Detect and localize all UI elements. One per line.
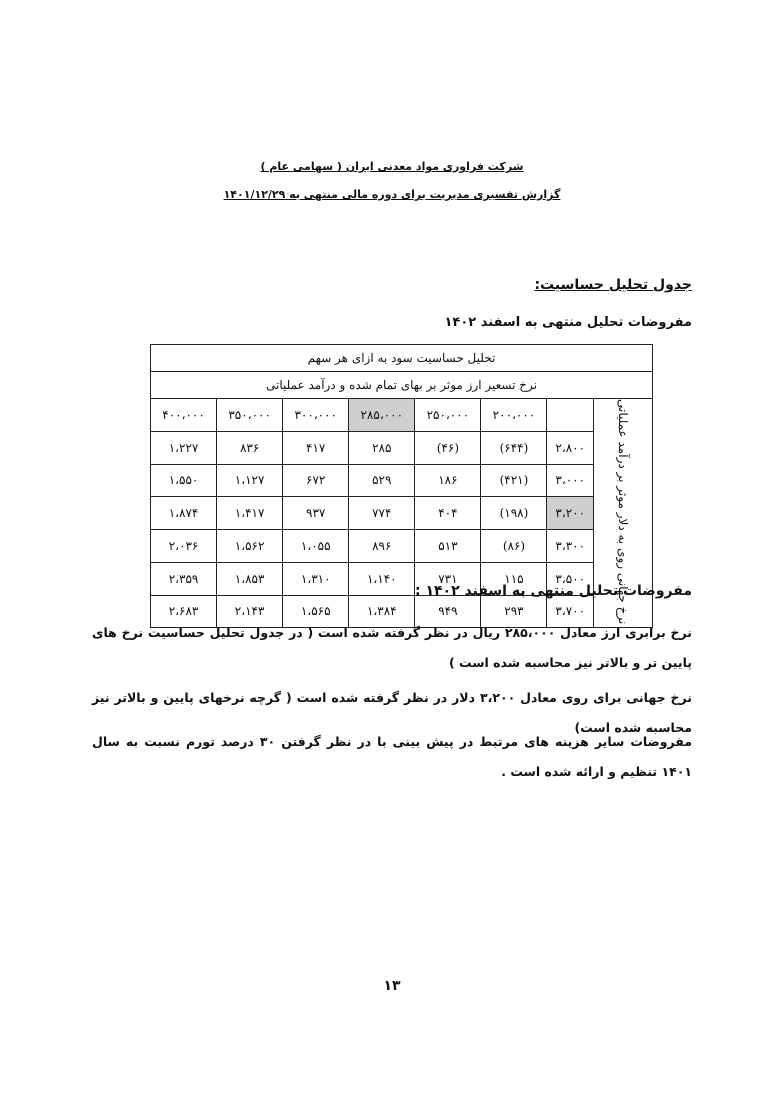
- table-cell: ۵۱۳: [415, 530, 481, 563]
- table-cell: ۱،۸۵۳: [217, 562, 283, 595]
- row-header: ۳،۳۰۰: [547, 530, 594, 563]
- column-header: ۲۵۰،۰۰۰: [415, 399, 481, 432]
- row-header: ۲،۸۰۰: [547, 431, 594, 464]
- table-row: [151, 464, 653, 497]
- table-cell: ۸۳۶: [217, 431, 283, 464]
- table-cell: ۲،۶۸۳: [151, 595, 217, 628]
- section-title: جدول تحلیل حساسیت:: [534, 277, 692, 293]
- table-cell: ۴۱۷: [283, 431, 349, 464]
- row-header-highlighted: ۳،۲۰۰: [547, 497, 594, 530]
- column-header: ۴۰۰،۰۰۰: [151, 399, 217, 432]
- table-cell: ۴۰۴: [415, 497, 481, 530]
- table-cell: (۴۲۱): [481, 464, 547, 497]
- table-cell: ۶۷۲: [283, 464, 349, 497]
- row-header: ۳،۰۰۰: [547, 464, 594, 497]
- table-cell: ۲،۳۵۹: [151, 562, 217, 595]
- table-cell: ۱،۱۴۰: [349, 562, 415, 595]
- assumption-paragraph: نرخ جهانی برای روی معادل ۳،۲۰۰ دلار در نظر گرفته شده است ( گرچه نرخهای پایین و بالاتر نیز محاسبه شده است): [92, 690, 692, 735]
- table-cell: ۲۹۳: [481, 595, 547, 628]
- table-cell: ۲،۰۳۶: [151, 530, 217, 563]
- column-header: ۲۰۰،۰۰۰: [481, 399, 547, 432]
- row-header: ۳،۷۰۰: [547, 595, 594, 628]
- table-cell: ۱،۴۱۷: [217, 497, 283, 530]
- report-title: گزارش تفسیری مدیریت برای دوره مالی منتهی به ۱۴۰۱/۱۲/۲۹: [223, 188, 561, 201]
- table-title: تحلیل حساسیت سود به ازای هر سهم: [151, 345, 653, 372]
- table-cell: ۹۴۹: [415, 595, 481, 628]
- row-axis-label: نرخ جهانی روی به دلار موثر بر درآمد عملیاتی: [594, 399, 653, 628]
- column-header: ۳۵۰،۰۰۰: [217, 399, 283, 432]
- corner-cell: [547, 399, 594, 432]
- page-number: ۱۳: [383, 978, 401, 994]
- table-cell: ۱،۵۶۲: [217, 530, 283, 563]
- table-cell: (۴۶): [415, 431, 481, 464]
- column-header: ۳۰۰،۰۰۰: [283, 399, 349, 432]
- table-cell: ۲۸۵: [349, 431, 415, 464]
- table-row: [151, 497, 653, 530]
- column-header-highlighted: ۲۸۵،۰۰۰: [349, 399, 415, 432]
- table-cell: ۱،۳۱۰: [283, 562, 349, 595]
- assumptions-heading-2: مفروضات تحلیل منتهی به اسفند ۱۴۰۲ :: [414, 583, 692, 599]
- table-cell: ۱۱۵: [481, 562, 547, 595]
- table-cell: ۵۲۹: [349, 464, 415, 497]
- assumptions-heading-1: مفروضات تحلیل منتهی به اسفند ۱۴۰۲: [444, 315, 692, 330]
- table-cell: (۱۹۸): [481, 497, 547, 530]
- table-subtitle: نرخ تسعیر ارز موثر بر بهای تمام شده و درآمد عملیاتی: [151, 372, 653, 399]
- table-cell: (۸۶): [481, 530, 547, 563]
- table-cell: ۱،۳۸۴: [349, 595, 415, 628]
- table-cell: ۱۸۶: [415, 464, 481, 497]
- assumption-paragraph: مفروضات سایر هزینه های مرتبط در پیش بینی با در نظر گرفتن ۳۰ درصد تورم نسبت به سال ۱۴۰۱ تنظیم و ارائه شده است .: [92, 734, 692, 779]
- row-header: ۳،۵۰۰: [547, 562, 594, 595]
- table-cell: ۱،۸۷۴: [151, 497, 217, 530]
- table-row: [151, 530, 653, 563]
- table-cell: ۱،۰۵۵: [283, 530, 349, 563]
- table-cell: ۱،۵۵۰: [151, 464, 217, 497]
- table-cell: ۱،۱۲۷: [217, 464, 283, 497]
- table-cell: ۷۳۱: [415, 562, 481, 595]
- table-cell: ۹۳۷: [283, 497, 349, 530]
- table-cell: ۲،۱۴۳: [217, 595, 283, 628]
- company-name: شرکت فراوری مواد معدنی ایران ( سهامی عام ): [260, 160, 524, 173]
- table-cell: ۸۹۶: [349, 530, 415, 563]
- table-cell: ۷۷۴: [349, 497, 415, 530]
- table-cell: ۱،۲۲۷: [151, 431, 217, 464]
- column-header-row: [151, 399, 653, 432]
- table-row: [151, 431, 653, 464]
- table-cell: (۶۴۴): [481, 431, 547, 464]
- table-cell: ۱،۵۶۵: [283, 595, 349, 628]
- assumption-paragraph: نرخ برابری ارز معادل ۲۸۵،۰۰۰ ریال در نظر گرفته شده است ( در جدول تحلیل حساسیت نرخ های پایین تر و بالاتر نیز محاسبه شده است ): [92, 625, 693, 670]
